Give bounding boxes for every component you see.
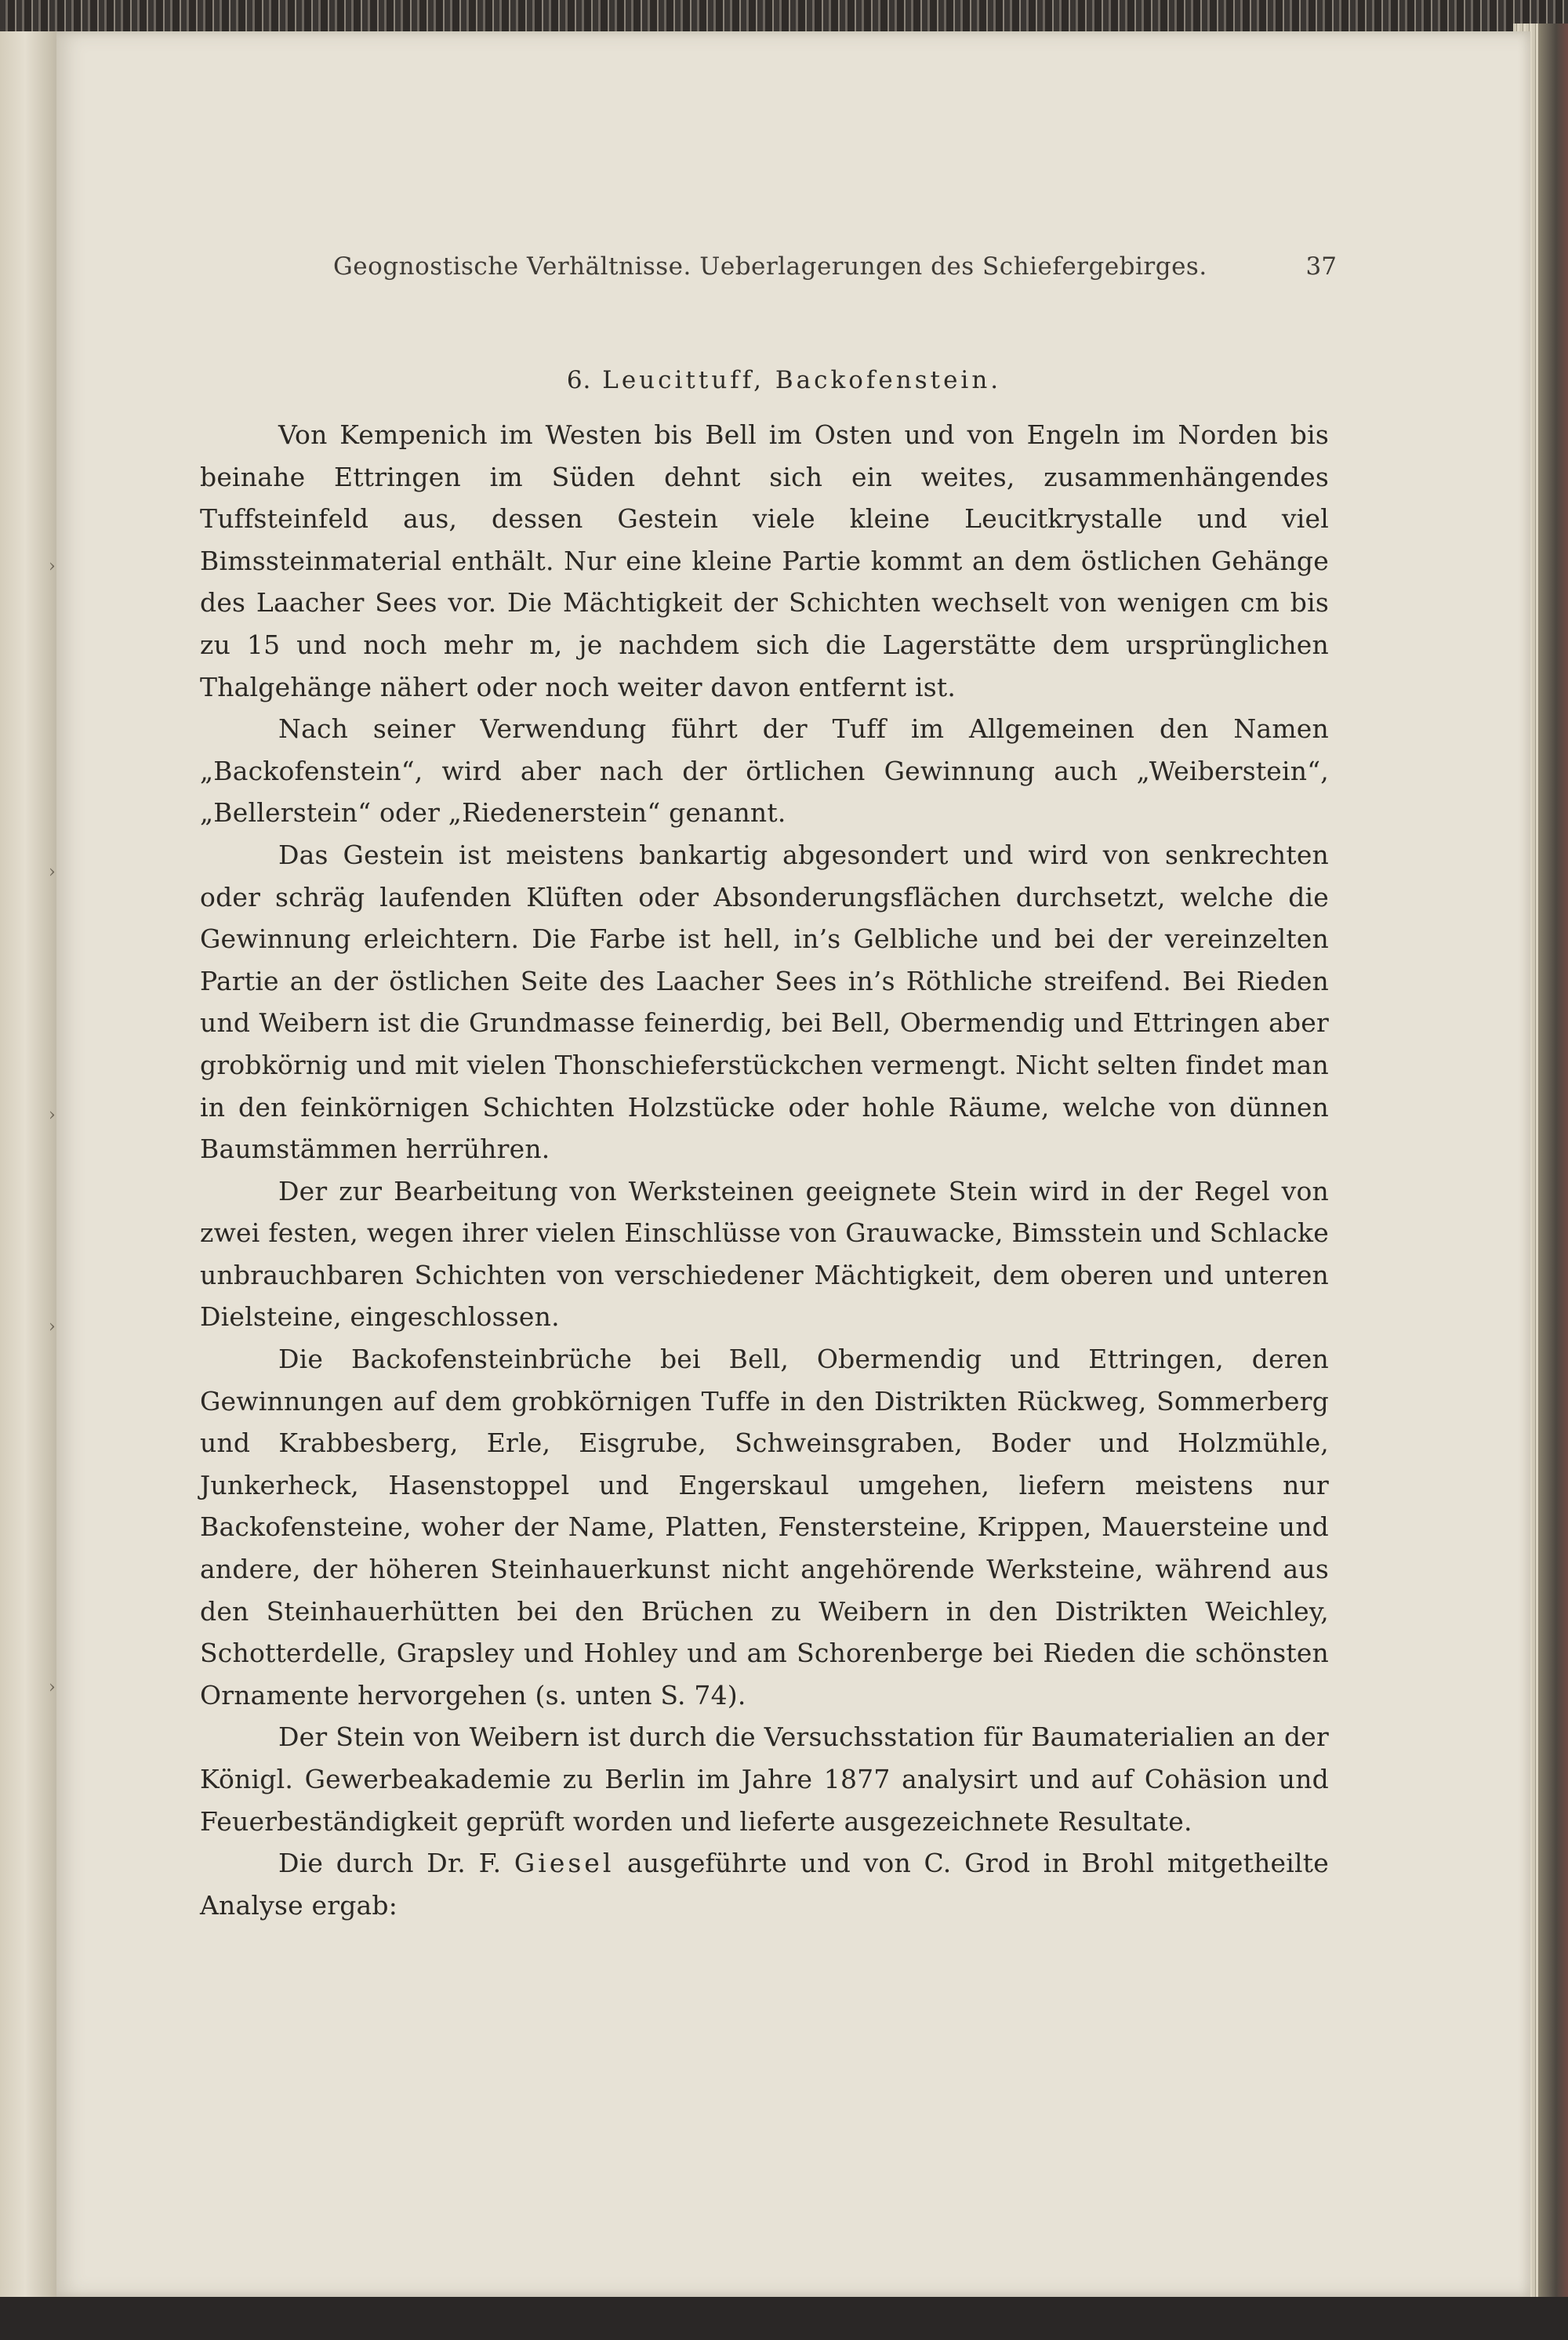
gutter-mark: › bbox=[49, 862, 56, 882]
running-head bbox=[333, 252, 1337, 281]
page-edges-shadow bbox=[1538, 24, 1568, 2301]
section-title: Leucittuff, Backofenstein. bbox=[602, 366, 1002, 394]
gutter-mark: › bbox=[49, 1678, 56, 1697]
gutter-mark: › bbox=[49, 1105, 56, 1125]
running-head-title: Geognostische Verhältnisse. Ueberlagerungen des Schiefergebirges. bbox=[333, 252, 1207, 281]
body-text bbox=[200, 414, 1329, 1926]
section-number: 6. bbox=[566, 366, 592, 394]
paragraph: Das Gestein ist meistens bankartig abgesondert und wird von senkrechten oder schräg laufenden Klüften oder Absonderungsflächen durchsetzt, welche die Gewinnung erleichtern. Die Farbe ist hell, in’s Gelbliche und bei der vereinzelten Partie an der östlichen Seite des Laacher Sees in’s Röthliche streifend. Bei Rieden und Weibern ist die Grundmasse feinerdig, bei Bell, Obermendig und Ettringen aber grobkörnig und mit vielen Thonschieferstückchen vermengt. Nicht selten findet man in den feinkörnigen Schichten Holzstücke oder hohle Räume, welche von dünnen Baumstämmen herrühren. bbox=[200, 839, 1329, 1165]
gutter-mark: › bbox=[49, 557, 56, 576]
paragraph: Nach seiner Verwendung führt der Tuff im Allgemeinen den Namen „Backofenstein“, wird aber nach der örtlichen Gewinnung auch „Weiberstein“, „Bellerstein“ oder „Riedenerstein“ genannt. bbox=[200, 713, 1329, 829]
paragraph-text: ausgeführte und von C. Grod in Brohl mitgetheilte Analyse ergab: bbox=[200, 1848, 1329, 1921]
paragraph: Von Kempenich im Westen bis Bell im Osten und von Engeln im Norden bis beinahe Ettringen im Süden dehnt sich ein weites, zusammenhängendes Tuffsteinfeld aus, dessen Gestein viele kleine Leucitkrystalle und viel Bimssteinmaterial enthält. Nur eine kleine Partie kommt an dem östlichen Gehänge des Laacher Sees vor. Die Mächtigkeit der Schichten wechselt von wenigen cm bis zu 15 und noch mehr m, je nachdem sich die Lagerstätte dem ursprünglichen Thalgehänge nähert oder noch weiter davon entfernt ist. bbox=[200, 419, 1329, 702]
page-number: 37 bbox=[1305, 252, 1337, 281]
section-heading bbox=[0, 366, 1568, 394]
gutter-mark: › bbox=[49, 1317, 56, 1337]
paragraph-text: Die durch Dr. F. bbox=[278, 1848, 502, 1879]
paragraph: Die Backofensteinbrüche bei Bell, Obermendig und Ettringen, deren Gewinnungen auf dem grobkörnigen Tuffe in den Distrikten Rückweg, Sommerberg und Krabbesberg, Erle, Eisgrube, Schweinsgraben, Boder und Holzmühle, Junkerheck, Hasenstoppel und Engerskaul umgehen, liefern meistens nur Backofensteine, woher der Name, Platten, Fenstersteine, Krippen, Mauersteine und andere, der höheren Steinhauerkunst nicht angehörende Werksteine, während aus den Steinhauerhütten bei den Brüchen zu Weibern in den Distrikten Weichley, Schotterdelle, Grapsley und Hohley und am Schorenberge bei Rieden die schönsten Ornamente hervorgehen (s. unten S. 74). bbox=[200, 1344, 1329, 1711]
paragraph: Der zur Bearbeitung von Werksteinen geeignete Stein wird in der Regel von zwei festen, wegen ihrer vielen Einschlüsse von Grauwacke, Bimsstein und Schlacke unbrauchbaren Schichten von verschiedener Mächtigkeit, dem oberen und unteren Dielsteine, eingeschlossen. bbox=[200, 1175, 1329, 1333]
author-name: Giesel bbox=[514, 1848, 615, 1879]
paragraph: Der Stein von Weibern ist durch die Versuchsstation für Baumaterialien an der Königl. Gewerbeakademie zu Berlin im Jahre 1877 analysirt und auf Cohäsion und Feuerbeständigkeit geprüft worden und lieferte ausgezeichnete Resultate. bbox=[200, 1721, 1329, 1837]
book-cover-edge-bottom bbox=[0, 2297, 1568, 2340]
paragraph bbox=[200, 1842, 1329, 1926]
